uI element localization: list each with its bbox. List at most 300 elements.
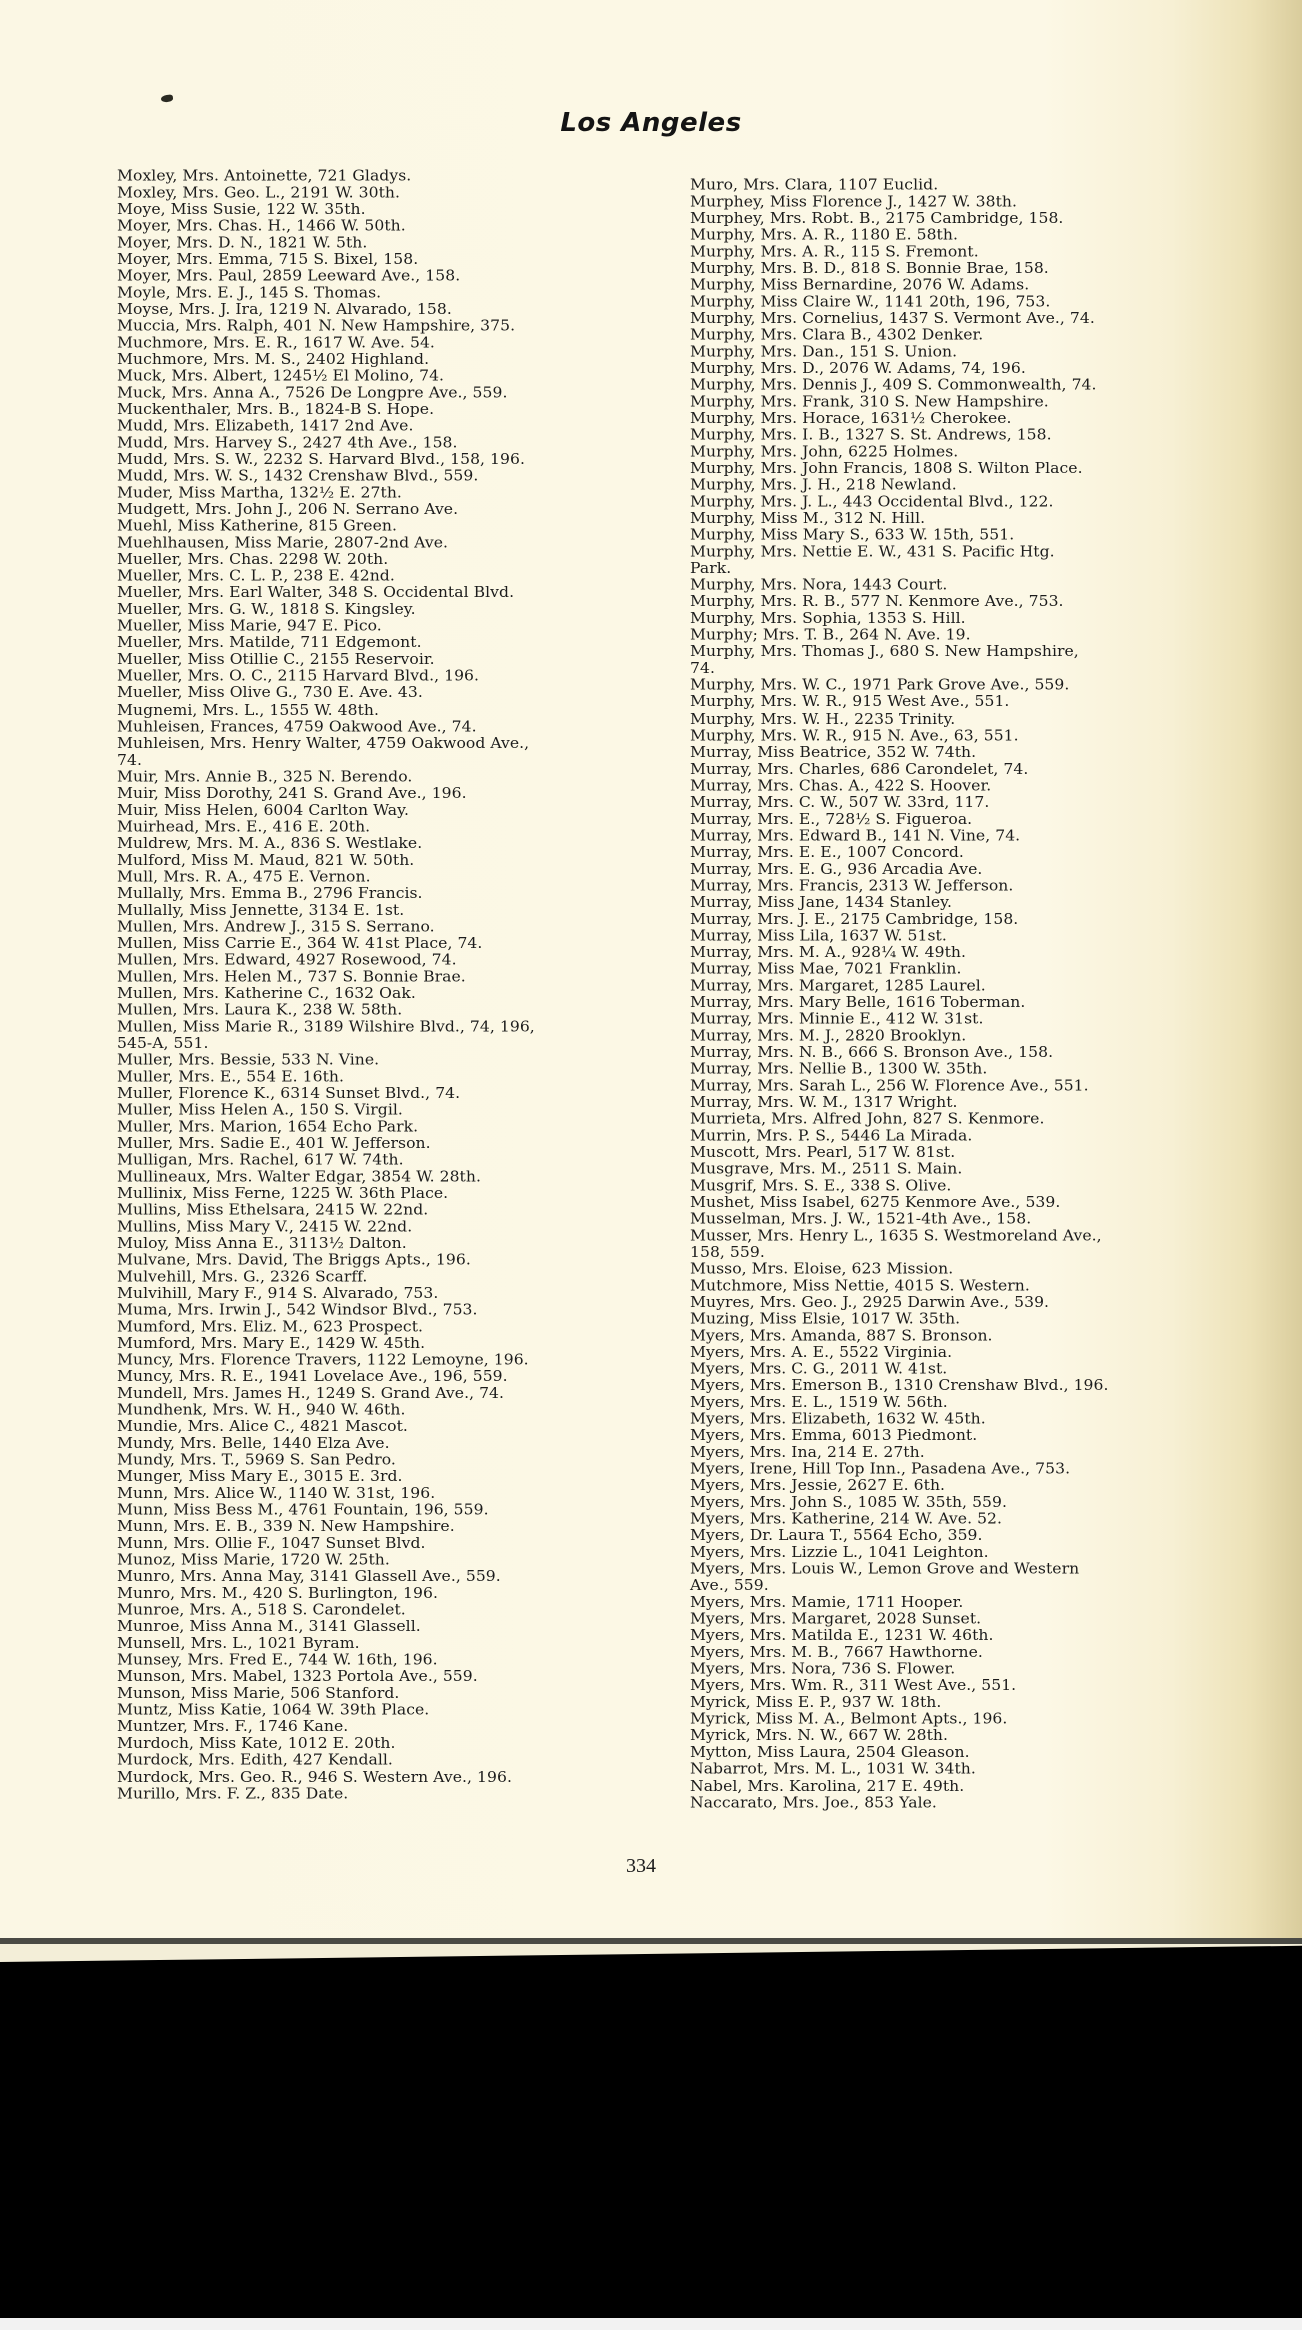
directory-entry: [690, 1544, 1280, 1561]
entry-text: Myers, Mrs. M. B., 7667 Hawthorne.: [690, 1643, 983, 1662]
directory-entry: [690, 1561, 1280, 1594]
entry-continuation: 74.: [117, 750, 142, 769]
entry-text: Moxley, Mrs. Antoinette, 721 Gladys.: [117, 167, 412, 185]
entry-text: Mullen, Mrs. Edward, 4927 Rosewood, 74.: [117, 950, 457, 969]
directory-entry: [117, 735, 697, 768]
entry-text: Mulvihill, Mary F., 914 S. Alvarado, 753.: [117, 1284, 439, 1302]
entry-text: Mullen, Miss Carrie E., 364 W. 41st Place, 74.: [117, 934, 483, 952]
entry-text: Munn, Miss Bess M., 4761 Fountain, 196, 559.: [117, 1501, 489, 1519]
directory-entry: [690, 377, 1280, 394]
directory-entry: [690, 1411, 1280, 1428]
directory-entry: [117, 368, 697, 385]
entry-text: Muntzer, Mrs. F., 1746 Kane.: [117, 1717, 349, 1736]
directory-entry: [117, 318, 697, 335]
entry-text: Murray, Mrs. C. W., 507 W. 33rd, 117.: [690, 793, 990, 811]
directory-entry: [690, 944, 1280, 961]
directory-entry: [117, 968, 697, 985]
directory-entry: [117, 1452, 697, 1469]
directory-entry: [117, 168, 697, 185]
directory-entry: [117, 952, 697, 969]
entry-text: Murray, Mrs. Charles, 686 Carondelet, 74.: [690, 759, 1029, 778]
entry-text: Murray, Mrs. Edward B., 141 N. Vine, 74.: [690, 826, 1021, 844]
entry-text: Mullen, Mrs. Katherine C., 1632 Oak.: [117, 984, 416, 1002]
entry-text: Muhleisen, Mrs. Henry Walter, 4759 Oakwood Ave.,: [117, 733, 530, 752]
directory-entry: [690, 1111, 1280, 1128]
ink-smudge: [161, 94, 174, 103]
entry-text: Myers, Mrs. Margaret, 2028 Sunset.: [690, 1610, 982, 1628]
directory-entry: [117, 868, 697, 885]
entry-text: Mullally, Miss Jennette, 3134 E. 1st.: [117, 900, 405, 919]
entry-text: Myrick, Miss E. P., 937 W. 18th.: [690, 1693, 942, 1712]
directory-entry: [690, 777, 1280, 794]
directory-entry: [690, 1428, 1280, 1445]
entry-text: Mudd, Mrs. Elizabeth, 1417 2nd Ave.: [117, 417, 414, 435]
directory-entry: [117, 451, 697, 468]
entry-text: Murphy, Mrs. J. H., 218 Newland.: [690, 476, 957, 494]
directory-entry: [117, 1335, 697, 1352]
entry-text: Myers, Mrs. Louis W., Lemon Grove and Western: [690, 1560, 1080, 1578]
page-number: 334: [626, 1855, 656, 1877]
entry-text: Mushet, Miss Isabel, 6275 Kenmore Ave., 539.: [690, 1193, 1061, 1211]
entry-text: Mueller, Mrs. O. C., 2115 Harvard Blvd., 196.: [117, 667, 480, 685]
directory-entry: [117, 351, 697, 368]
directory-entry: [690, 1011, 1280, 1028]
entry-text: Mundell, Mrs. James H., 1249 S. Grand Ave., 74.: [117, 1384, 505, 1402]
entry-text: Muyres, Mrs. Geo. J., 2925 Darwin Ave., 539.: [690, 1293, 1050, 1311]
header-title: Los Angeles: [560, 108, 742, 138]
entry-text: Munn, Mrs. E. B., 339 N. New Hampshire.: [117, 1517, 455, 1536]
entry-text: Mundy, Mrs. Belle, 1440 Elza Ave.: [117, 1434, 390, 1452]
entry-text: Murphy, Mrs. A. R., 1180 E. 58th.: [690, 226, 958, 244]
entry-text: Musselman, Mrs. J. W., 1521-4th Ave., 158.: [690, 1209, 1032, 1228]
directory-entry: [117, 1519, 697, 1536]
directory-entry: [690, 1278, 1280, 1295]
entry-text: Muller, Mrs. Bessie, 533 N. Vine.: [117, 1050, 380, 1069]
entry-text: Moye, Miss Susie, 122 W. 35th.: [117, 200, 366, 219]
entry-text: Musgrif, Mrs. S. E., 338 S. Olive.: [690, 1176, 952, 1195]
entry-text: Muckenthaler, Mrs. B., 1824-B S. Hope.: [117, 400, 435, 419]
entry-text: Munoz, Miss Marie, 1720 W. 25th.: [117, 1551, 390, 1569]
entry-text: Myers, Irene, Hill Top Inn., Pasadena Ave., 753.: [690, 1460, 1071, 1478]
directory-entry: [690, 994, 1280, 1011]
entry-text: Murphy, Mrs. Horace, 1631½ Cherokee.: [690, 409, 1012, 428]
entry-text: Muhleisen, Frances, 4759 Oakwood Ave., 74.: [117, 717, 477, 735]
directory-entry: [117, 852, 697, 869]
entry-text: Murray, Mrs. Francis, 2313 W. Jefferson.: [690, 876, 1014, 895]
directory-entry: [690, 544, 1280, 577]
directory-entry: [117, 1252, 697, 1269]
directory-entry: [690, 1494, 1280, 1511]
entry-text: Mueller, Miss Olive G., 730 E. Ave. 43.: [117, 683, 423, 702]
entry-text: Mueller, Mrs. Earl Walter, 348 S. Occidental Blvd.: [117, 583, 515, 602]
directory-entry: [690, 761, 1280, 778]
directory-entry: [117, 1769, 697, 1786]
directory-entry: [690, 410, 1280, 427]
directory-entry: [117, 1219, 697, 1236]
directory-entry: [117, 1052, 697, 1069]
directory-entry: [117, 1585, 697, 1602]
entry-text: Munsell, Mrs. L., 1021 Byram.: [117, 1634, 360, 1653]
entry-text: Myers, Mrs. Lizzie L., 1041 Leighton.: [690, 1543, 989, 1562]
entry-text: Myers, Mrs. E. L., 1519 W. 56th.: [690, 1393, 948, 1411]
directory-entry: [690, 427, 1280, 444]
directory-entry: [117, 618, 697, 635]
directory-entry: [690, 894, 1280, 911]
directory-entry: [117, 935, 697, 952]
directory-entry: [690, 1178, 1280, 1195]
entry-text: Murray, Mrs. Chas. A., 422 S. Hoover.: [690, 776, 992, 794]
directory-entry: [117, 1569, 697, 1586]
directory-entry: [690, 594, 1280, 611]
entry-text: Mulford, Miss M. Maud, 821 W. 50th.: [117, 850, 415, 869]
page-header: [0, 108, 1302, 138]
entry-text: Muscott, Mrs. Pearl, 517 W. 81st.: [690, 1143, 956, 1161]
entry-continuation: 545-A, 551.: [117, 1034, 209, 1052]
directory-entry: [690, 911, 1280, 928]
directory-entry: [690, 1144, 1280, 1161]
entry-text: Murray, Miss Lila, 1637 W. 51st.: [690, 926, 947, 945]
entry-text: Murdoch, Miss Kate, 1012 E. 20th.: [117, 1734, 396, 1753]
directory-entry: [117, 1352, 697, 1369]
entry-text: Murrieta, Mrs. Alfred John, 827 S. Kenmore.: [690, 1109, 1045, 1128]
entry-text: Moyse, Mrs. J. Ira, 1219 N. Alvarado, 158.: [117, 300, 452, 319]
entry-text: Murdock, Mrs. Edith, 427 Kendall.: [117, 1751, 393, 1769]
directory-entry: [117, 1602, 697, 1619]
entry-text: Mueller, Mrs. G. W., 1818 S. Kingsley.: [117, 600, 416, 619]
entry-text: Mulvane, Mrs. David, The Briggs Apts., 196.: [117, 1250, 471, 1269]
directory-entry: [690, 1594, 1280, 1611]
entry-text: Murray, Mrs. Sarah L., 256 W. Florence Ave., 551.: [690, 1076, 1089, 1095]
directory-entry: [117, 1685, 697, 1702]
entry-text: Muller, Florence K., 6314 Sunset Blvd., 74.: [117, 1084, 461, 1102]
directory-entry: [117, 1652, 697, 1669]
entry-text: Murray, Mrs. E. E., 1007 Concord.: [690, 843, 964, 861]
directory-entry: [117, 268, 697, 285]
entry-text: Murdock, Mrs. Geo. R., 946 S. Western Ave., 196.: [117, 1767, 512, 1786]
directory-entry: [117, 385, 697, 402]
entry-text: Muma, Mrs. Irwin J., 542 Windsor Blvd., 753.: [117, 1300, 478, 1319]
directory-entry: [117, 1302, 697, 1319]
entry-text: Muehl, Miss Katherine, 815 Green.: [117, 517, 397, 535]
directory-entry: [690, 1044, 1280, 1061]
entry-text: Muccia, Mrs. Ralph, 401 N. New Hampshire, 375.: [117, 317, 516, 335]
underlying-page-edge: [0, 1944, 1302, 1962]
directory-entry: [690, 1311, 1280, 1328]
entry-text: Muller, Mrs. E., 554 E. 16th.: [117, 1067, 345, 1086]
directory-entry: [117, 785, 697, 802]
left-column-entries: [117, 168, 697, 1802]
entry-text: Murphey, Mrs. Robt. B., 2175 Cambridge, 158.: [690, 209, 1064, 228]
entry-text: Mumford, Mrs. Eliz. M., 623 Prospect.: [117, 1317, 424, 1336]
directory-entry: [117, 1102, 697, 1119]
directory-entry: [690, 1461, 1280, 1478]
directory-entry: [690, 1761, 1280, 1778]
directory-entry: [117, 652, 697, 669]
directory-entry: [117, 768, 697, 785]
directory-entry: [117, 1068, 697, 1085]
entry-text: Musser, Mrs. Henry L., 1635 S. Westmoreland Ave.,: [690, 1226, 1102, 1245]
entry-text: Mutchmore, Miss Nettie, 4015 S. Western.: [690, 1276, 1030, 1295]
directory-entry: [690, 1661, 1280, 1678]
directory-entry: [690, 511, 1280, 528]
directory-entry: [690, 844, 1280, 861]
entry-text: Murray, Mrs. J. E., 2175 Cambridge, 158.: [690, 909, 1019, 928]
entry-text: Murphy, Mrs. Clara B., 4302 Denker.: [690, 326, 984, 344]
entry-text: Myrick, Mrs. N. W., 667 W. 28th.: [690, 1726, 949, 1745]
directory-entry: [690, 494, 1280, 511]
entry-text: Muntz, Miss Katie, 1064 W. 39th Place.: [117, 1701, 430, 1719]
entry-text: Murphy, Mrs. John, 6225 Holmes.: [690, 442, 959, 461]
directory-entry: [690, 1228, 1280, 1261]
entry-text: Muirhead, Mrs. E., 416 E. 20th.: [117, 817, 371, 835]
entry-text: Myers, Mrs. Nora, 736 S. Flower.: [690, 1660, 956, 1678]
directory-entry: [690, 744, 1280, 761]
right-column-entries: [690, 177, 1280, 1811]
entry-text: Munroe, Mrs. A., 518 S. Carondelet.: [117, 1601, 406, 1619]
entry-text: Myers, Dr. Laura T., 5564 Echo, 359.: [690, 1526, 983, 1545]
directory-entry: [117, 985, 697, 1002]
entry-text: Murphy, Mrs. W. R., 915 N. Ave., 63, 551.: [690, 726, 1019, 744]
entry-text: Mumford, Mrs. Mary E., 1429 W. 45th.: [117, 1334, 426, 1352]
directory-entry: [117, 1135, 697, 1152]
entry-text: Nabel, Mrs. Karolina, 217 E. 49th.: [690, 1776, 965, 1795]
entry-text: Nabarrot, Mrs. M. L., 1031 W. 34th.: [690, 1760, 976, 1778]
directory-entry: [117, 635, 697, 652]
entry-continuation: Ave., 559.: [690, 1576, 769, 1595]
directory-entry: [117, 301, 697, 318]
entry-text: Murray, Mrs. E., 728½ S. Figueroa.: [690, 809, 973, 828]
entry-text: Muncy, Mrs. R. E., 1941 Lovelace Ave., 196, 559.: [117, 1367, 508, 1386]
directory-entry: [690, 477, 1280, 494]
directory-entry: [117, 902, 697, 919]
directory-entry: [690, 177, 1280, 194]
directory-entry: [690, 1261, 1280, 1278]
entry-text: Murphy, Mrs. Sophia, 1353 S. Hill.: [690, 609, 966, 628]
directory-entry: [690, 1094, 1280, 1111]
directory-entry: [690, 627, 1280, 644]
entry-text: Muzing, Miss Elsie, 1017 W. 35th.: [690, 1309, 961, 1328]
directory-entry: [690, 527, 1280, 544]
directory-entry: [117, 201, 697, 218]
directory-entry: [117, 251, 697, 268]
entry-text: Moyer, Mrs. Emma, 715 S. Bixel, 158.: [117, 250, 419, 269]
directory-entry: [690, 1478, 1280, 1495]
directory-entry: [117, 1786, 697, 1803]
entry-text: Musgrave, Mrs. M., 2511 S. Main.: [690, 1159, 963, 1178]
directory-entry: [690, 1728, 1280, 1745]
directory-entry: [117, 602, 697, 619]
directory-entry: [690, 1061, 1280, 1078]
directory-entry: [117, 1402, 697, 1419]
directory-entry: [690, 1211, 1280, 1228]
directory-entry: [690, 194, 1280, 211]
entry-text: Mugnemi, Mrs. L., 1555 W. 48th.: [117, 700, 380, 719]
entry-text: Musso, Mrs. Eloise, 623 Mission.: [690, 1259, 954, 1278]
directory-entry: [117, 802, 697, 819]
entry-text: Murphy, Mrs. Nora, 1443 Court.: [690, 576, 948, 594]
directory-entry: [690, 877, 1280, 894]
directory-entry: [690, 1344, 1280, 1361]
entry-text: Mulvehill, Mrs. G., 2326 Scarff.: [117, 1267, 368, 1286]
entry-text: Munger, Miss Mary E., 3015 E. 3rd.: [117, 1467, 403, 1486]
entry-text: Mudd, Mrs. Harvey S., 2427 4th Ave., 158.: [117, 433, 458, 452]
entry-text: Murray, Mrs. M. J., 2820 Brooklyn.: [690, 1026, 967, 1045]
directory-entry: [690, 1694, 1280, 1711]
directory-entry: [690, 827, 1280, 844]
entry-text: Myers, Mrs. Wm. R., 311 West Ave., 551.: [690, 1676, 1017, 1695]
entry-text: Murphy, Mrs. I. B., 1327 S. St. Andrews, 158.: [690, 426, 1052, 444]
entry-text: Muir, Miss Helen, 6004 Carlton Way.: [117, 800, 409, 819]
entry-continuation: 74.: [690, 659, 715, 678]
entry-text: Mullineaux, Mrs. Walter Edgar, 3854 W. 28th.: [117, 1167, 481, 1186]
directory-entry: [117, 1169, 697, 1186]
directory-entry: [117, 718, 697, 735]
directory-entry: [117, 435, 697, 452]
entry-text: Murray, Miss Mae, 7021 Franklin.: [690, 959, 962, 978]
directory-entry: [117, 1552, 697, 1569]
entry-text: Murphy, Mrs. Thomas J., 680 S. New Hampshire,: [690, 642, 1079, 661]
directory-entry: [117, 335, 697, 352]
directory-entry: [117, 535, 697, 552]
entry-text: Mullen, Mrs. Laura K., 238 W. 58th.: [117, 1000, 403, 1019]
directory-entry: [690, 1444, 1280, 1461]
scan-background: [0, 1962, 1302, 2312]
directory-entry: [117, 1535, 697, 1552]
entry-text: Mullins, Miss Mary V., 2415 W. 22nd.: [117, 1217, 413, 1236]
entry-text: Moyer, Mrs. D. N., 1821 W. 5th.: [117, 233, 368, 252]
entry-text: Muck, Mrs. Albert, 1245½ El Molino, 74.: [117, 367, 445, 385]
entry-text: Mueller, Mrs. C. L. P., 238 E. 42nd.: [117, 567, 395, 585]
directory-entry: [117, 1185, 697, 1202]
directory-entry: [117, 1202, 697, 1219]
directory-entry: [117, 1485, 697, 1502]
entry-text: Murphy, Mrs. Dennis J., 409 S. Commonwealth, 74.: [690, 376, 1097, 394]
directory-entry: [690, 294, 1280, 311]
directory-entry: [117, 668, 697, 685]
directory-entry: [690, 794, 1280, 811]
directory-entry: [117, 885, 697, 902]
directory-entry: [117, 1269, 697, 1286]
directory-entry: [690, 277, 1280, 294]
entry-text: Moyle, Mrs. E. J., 145 S. Thomas.: [117, 283, 382, 302]
directory-entry: [117, 1018, 697, 1051]
entry-text: Murray, Mrs. Margaret, 1285 Laurel.: [690, 976, 986, 995]
directory-entry: [690, 577, 1280, 594]
entry-text: Murphy, Mrs. Dan., 151 S. Union.: [690, 342, 958, 361]
directory-entry: [117, 818, 697, 835]
entry-text: Muchmore, Mrs. M. S., 2402 Highland.: [117, 350, 430, 369]
directory-entry: [117, 1369, 697, 1386]
entry-text: Moyer, Mrs. Paul, 2859 Leeward Ave., 158.: [117, 267, 461, 285]
directory-entry: [117, 1419, 697, 1436]
entry-text: Murphy, Mrs. W. C., 1971 Park Grove Ave., 559.: [690, 676, 1070, 694]
directory-entry: [690, 1528, 1280, 1545]
entry-text: Murphy, Mrs. John Francis, 1808 S. Wilton Place.: [690, 459, 1083, 478]
directory-entry: [117, 1619, 697, 1636]
directory-entry: [690, 1678, 1280, 1695]
directory-entry: [117, 1635, 697, 1652]
directory-entry: [690, 360, 1280, 377]
directory-entry: [690, 1795, 1280, 1812]
entry-text: Muller, Mrs. Marion, 1654 Echo Park.: [117, 1117, 419, 1136]
directory-entry: [690, 1611, 1280, 1628]
entry-text: Muehlhausen, Miss Marie, 2807-2nd Ave.: [117, 533, 448, 552]
directory-entry: [117, 1752, 697, 1769]
entry-text: Mullen, Mrs. Helen M., 737 S. Bonnie Brae.: [117, 967, 466, 986]
entry-text: Muchmore, Mrs. E. R., 1617 W. Ave. 54.: [117, 333, 435, 352]
directory-entry: [117, 518, 697, 535]
entry-text: Munn, Mrs. Alice W., 1140 W. 31st, 196.: [117, 1484, 436, 1503]
entry-text: Mullins, Miss Ethelsara, 2415 W. 22nd.: [117, 1200, 429, 1219]
directory-entry: [117, 1002, 697, 1019]
directory-entry: [117, 1702, 697, 1719]
entry-text: Murray, Mrs. E. G., 936 Arcadia Ave.: [690, 859, 983, 878]
entry-text: Muldrew, Mrs. M. A., 836 S. Westlake.: [117, 834, 423, 852]
directory-entry: [690, 1027, 1280, 1044]
directory-entry: [117, 552, 697, 569]
entry-text: Munson, Miss Marie, 506 Stanford.: [117, 1684, 400, 1703]
entry-text: Murray, Mrs. Minnie E., 412 W. 31st.: [690, 1009, 984, 1028]
entry-text: Murray, Mrs. Mary Belle, 1616 Toberman.: [690, 993, 1026, 1011]
directory-entry: [117, 702, 697, 719]
entry-text: Murphy, Mrs. W. H., 2235 Trinity.: [690, 709, 956, 728]
entry-text: Moxley, Mrs. Geo. L., 2191 W. 30th.: [117, 183, 401, 202]
directory-entry: [117, 1469, 697, 1486]
entry-text: Murray, Mrs. N. B., 666 S. Bronson Ave., 158.: [690, 1043, 1054, 1061]
directory-entry: [117, 1435, 697, 1452]
directory-entry: [690, 1077, 1280, 1094]
entry-text: Murray, Mrs. M. A., 928¼ W. 49th.: [690, 943, 967, 961]
entry-text: Muncy, Mrs. Florence Travers, 1122 Lemoyne, 196.: [117, 1350, 529, 1369]
entry-text: Mueller, Mrs. Chas. 2298 W. 20th.: [117, 550, 389, 569]
directory-entry: [117, 235, 697, 252]
entry-text: Murphy; Mrs. T. B., 264 N. Ave. 19.: [690, 626, 971, 644]
directory-entry: [690, 1511, 1280, 1528]
entry-text: Myers, Mrs. Jessie, 2627 E. 6th.: [690, 1476, 946, 1495]
entry-text: Mueller, Mrs. Matilde, 711 Edgemont.: [117, 633, 422, 652]
directory-entry: [690, 1194, 1280, 1211]
directory-entry: [117, 1502, 697, 1519]
directory-entry: [690, 1644, 1280, 1661]
directory-entry: [117, 285, 697, 302]
directory-entry: [690, 1744, 1280, 1761]
entry-text: Mullally, Mrs. Emma B., 2796 Francis.: [117, 884, 423, 902]
entry-text: Murillo, Mrs. F. Z., 835 Date.: [117, 1784, 349, 1803]
entry-text: Myers, Mrs. C. G., 2011 W. 41st.: [690, 1359, 948, 1378]
entry-text: Murphey, Miss Florence J., 1427 W. 38th.: [690, 192, 1017, 211]
directory-entry: [690, 1328, 1280, 1345]
entry-text: Mullen, Mrs. Andrew J., 315 S. Serrano.: [117, 917, 435, 936]
directory-entry: [117, 418, 697, 435]
directory-entry: [117, 1235, 697, 1252]
directory-entry: [690, 1378, 1280, 1395]
directory-entry: [117, 585, 697, 602]
directory-entry: [117, 1285, 697, 1302]
entry-text: Mulligan, Mrs. Rachel, 617 W. 74th.: [117, 1150, 404, 1169]
entry-text: Murphy, Mrs. Nettie E. W., 431 S. Pacific Htg.: [690, 542, 1055, 561]
entry-text: Munsey, Mrs. Fred E., 744 W. 16th, 196.: [117, 1651, 438, 1669]
directory-entry: [690, 677, 1280, 694]
directory-entry: [117, 1385, 697, 1402]
directory-entry: [117, 485, 697, 502]
entry-text: Myers, Mrs. Mamie, 1711 Hooper.: [690, 1593, 964, 1612]
entry-text: Murray, Mrs. W. M., 1317 Wright.: [690, 1093, 958, 1111]
entry-text: Munroe, Miss Anna M., 3141 Glassell.: [117, 1617, 421, 1636]
entry-text: Murphy, Mrs. B. D., 818 S. Bonnie Brae, 158.: [690, 259, 1049, 278]
entry-text: Muro, Mrs. Clara, 1107 Euclid.: [690, 176, 939, 194]
directory-entry: [690, 1778, 1280, 1795]
entry-text: Muller, Mrs. Sadie E., 401 W. Jefferson.: [117, 1134, 431, 1152]
